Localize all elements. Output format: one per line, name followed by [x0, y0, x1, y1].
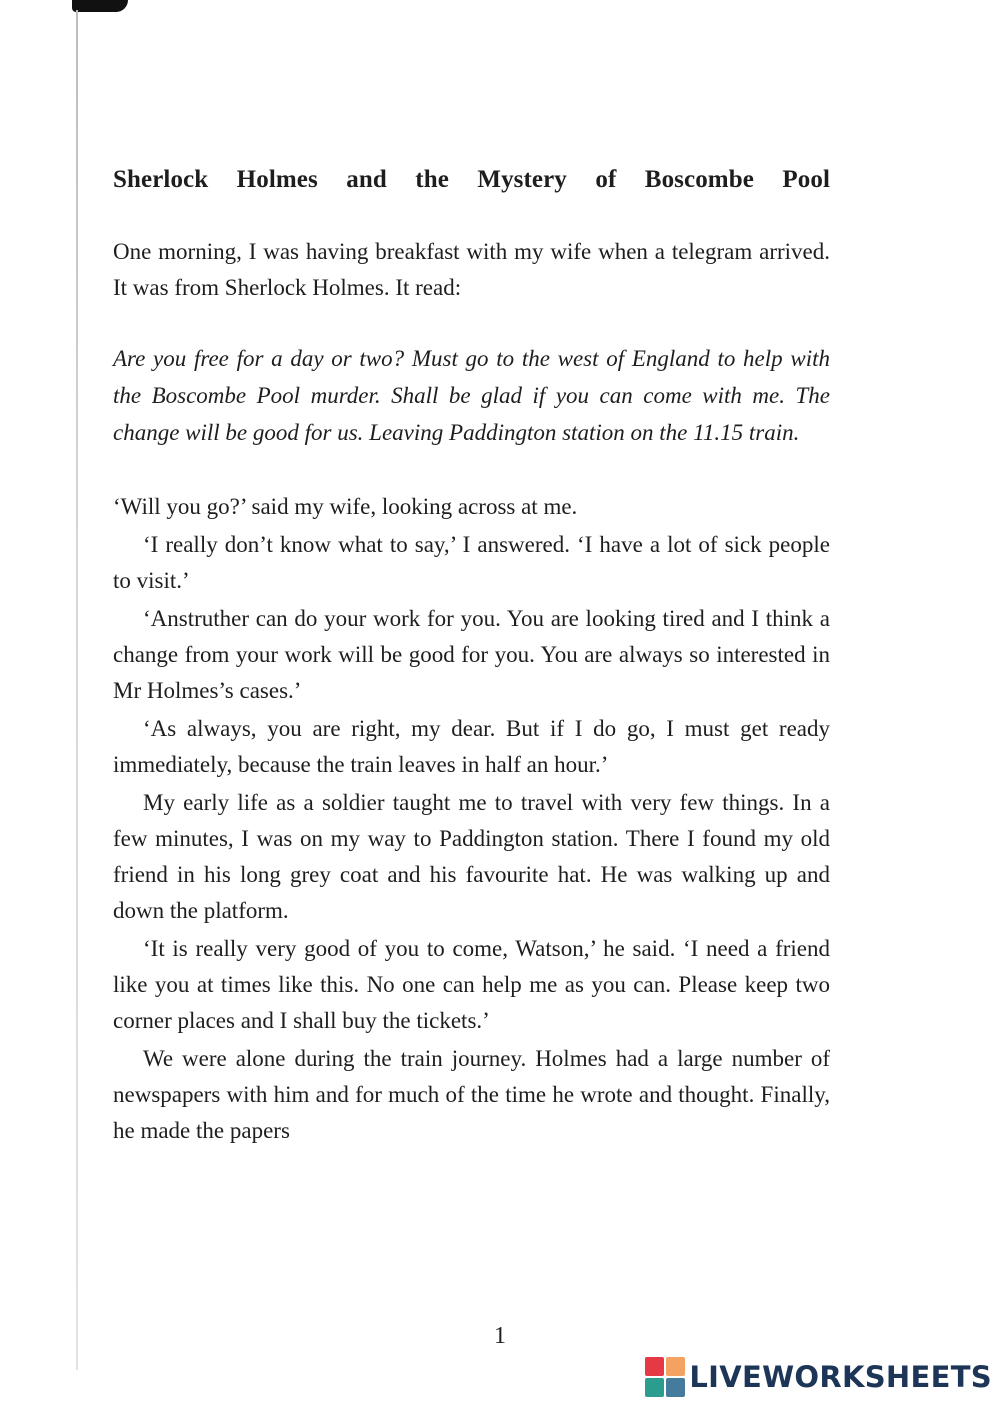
story-paragraph: ‘As always, you are right, my dear. But if I do go, I must get ready immediately, because the train leaves in half an hour.’: [113, 716, 830, 777]
watermark-text: LIVEWORKSHEETS: [689, 1360, 992, 1394]
chapter-title: Sherlock Holmes and the Mystery of Boscombe Pool: [113, 166, 830, 193]
story-paragraph: ‘I really don’t know what to say,’ I answered. ‘I have a lot of sick people to visit.’: [113, 532, 830, 593]
liveworksheets-watermark: [645, 1357, 992, 1397]
story-paragraph: We were alone during the train journey. Holmes had a large number of newspapers with him and for much of the time he wrote and thought. Finally, he made the papers: [113, 1046, 830, 1143]
story-paragraph: ‘It is really very good of you to come, Watson,’ he said. ‘I need a friend like you at times like this. No one can help me as you can. Please keep two corner places and I shall buy the tickets.’: [113, 936, 830, 1033]
story-paragraph: My early life as a soldier taught me to travel with very few things. In a few minutes, I was on my way to Paddington station. There I found my old friend in his long grey coat and his favourite hat. He was walking up and down the platform.: [113, 790, 830, 923]
story-paragraph: ‘Will you go?’ said my wife, looking across at me.: [113, 494, 578, 519]
story-paragraph: ‘Anstruther can do your work for you. You are looking tired and I think a change from your work will be good for you. You are always so interested in Mr Holmes’s cases.’: [113, 606, 830, 703]
liveworksheets-logo-icon: [645, 1357, 685, 1397]
telegram-text: Are you free for a day or two? Must go to the west of England to help with the Boscombe Pool murder. Shall be glad if you can come with me. The change will be good for us. Leaving Paddington station on the 11.15 train.: [113, 346, 830, 445]
scan-page-edge: [76, 10, 78, 1370]
story-body: [113, 489, 830, 1149]
book-page: [113, 162, 830, 1151]
page-number: 1: [494, 1323, 506, 1349]
intro-paragraph: One morning, I was having breakfast with my wife when a telegram arrived. It was from Sherlock Holmes. It read:: [113, 239, 830, 300]
scan-shadow-corner: [72, 0, 128, 12]
